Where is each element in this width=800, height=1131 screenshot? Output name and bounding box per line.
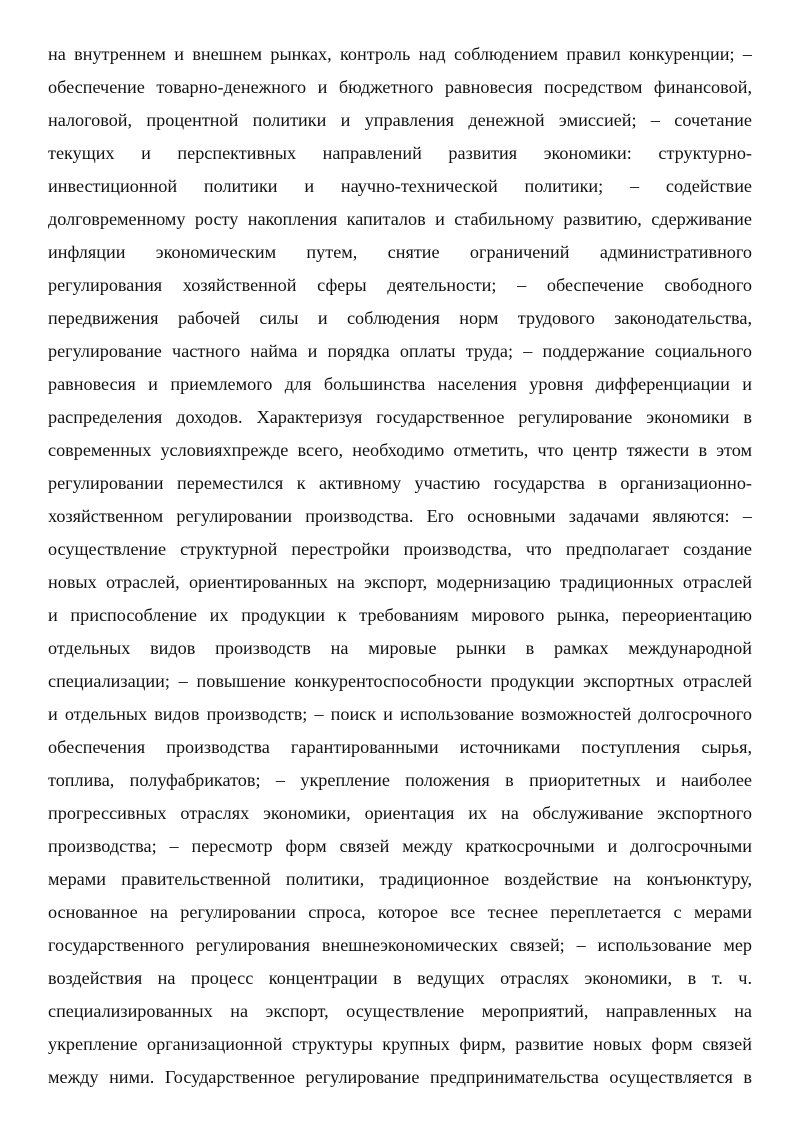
text-line-8: регулирования хозяйственной сферы деятельности; – обеспечение свободного [48,275,752,295]
document-page [48,38,752,1094]
text-line-26: мерами правительственной политики, традиционное воздействие на конъюнктуру, [48,869,752,889]
text-line-18: и приспособление их продукции к требованиям мирового рынка, переориентацию [48,605,752,625]
text-line-12: распределения доходов. Характеризуя государственное регулирование экономики в [48,407,752,427]
text-line-25: производства; – пересмотр форм связей между краткосрочными и долгосрочными [48,836,752,856]
text-line-28: государственного регулирования внешнеэкономических связей; – использование мер [48,935,752,955]
text-line-32: между ними. Государственное регулирование предпринимательства осуществляется в [48,1067,752,1087]
text-line-23: топлива, полуфабрикатов; – укрепление положения в приоритетных и наиболее [48,770,752,790]
text-line-24: прогрессивных отраслях экономики, ориентация их на обслуживание экспортного [48,803,752,823]
text-line-3: налоговой, процентной политики и управления денежной эмиссией; – сочетание [48,110,752,130]
text-line-30: специализированных на экспорт, осуществление мероприятий, направленных на [48,1001,752,1021]
text-line-17: новых отраслей, ориентированных на экспорт, модернизацию традиционных отраслей [48,572,752,592]
text-line-2: обеспечение товарно-денежного и бюджетного равновесия посредством финансовой, [48,77,752,97]
text-line-13: современных условияхпрежде всего, необходимо отметить, что центр тяжести в этом [48,440,752,460]
text-line-31: укрепление организационной структуры крупных фирм, развитие новых форм связей [48,1034,752,1054]
text-line-22: обеспечения производства гарантированными источниками поступления сырья, [48,737,752,757]
text-line-15: хозяйственном регулировании производства. Его основными задачами являются: – [48,506,752,526]
text-line-5: инвестиционной политики и научно-технической политики; – содействие [48,176,752,196]
text-line-20: специализации; – повышение конкурентоспособности продукции экспортных отраслей [48,671,752,691]
text-line-14: регулировании переместился к активному участию государства в организационно- [48,473,752,493]
text-line-7: инфляции экономическим путем, снятие ограничений административного [48,242,752,262]
text-line-19: отдельных видов производств на мировые рынки в рамках международной [48,638,752,658]
text-line-16: осуществление структурной перестройки производства, что предполагает создание [48,539,752,559]
text-line-4: текущих и перспективных направлений развития экономики: структурно- [48,143,752,163]
text-line-9: передвижения рабочей силы и соблюдения норм трудового законодательства, [48,308,752,328]
text-line-21: и отдельных видов производств; – поиск и использование возможностей долгосрочного [48,704,752,724]
text-line-6: долговременному росту накопления капиталов и стабильному развитию, сдерживание [48,209,752,229]
text-line-29: воздействия на процесс концентрации в ведущих отраслях экономики, в т. ч. [48,968,752,988]
text-line-1: на внутреннем и внешнем рынках, контроль над соблюдением правил конкуренции; – [48,44,752,64]
text-line-11: равновесия и приемлемого для большинства населения уровня дифференциации и [48,374,752,394]
text-line-27: основанное на регулировании спроса, которое все теснее переплетается с мерами [48,902,752,922]
text-line-10: регулирование частного найма и порядка оплаты труда; – поддержание социального [48,341,752,361]
